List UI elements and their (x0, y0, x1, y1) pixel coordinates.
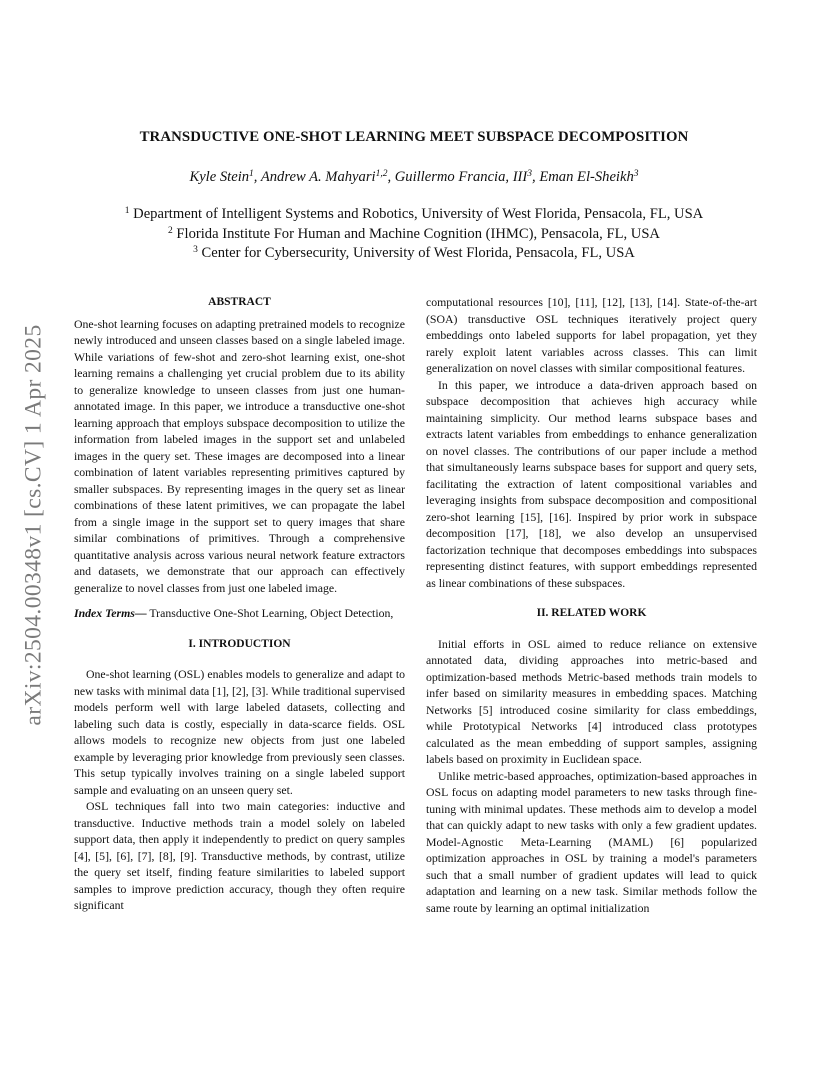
paragraph: In this paper, we introduce a data-driven approach based on subspace decomposition that achieves high accuracy while maintaining simplicity. Our method learns subspace bases and extracts latent variables from embeddings to enhance generalization on novel classes. The contributions of our paper include a method that simultaneously learns subspace bases for support and query sets, facilitating the extraction of latent compositional variables and leveraging insights from subspace decomposition and compositional zero-shot learning [15], [16]. Inspired by prior work in subspace decomposition [17], [18], we also develop an unsupervised factorization technique that decomposes embeddings into subspaces representing distinct features, with support embeddings represented as linear combinations of these subspaces. (426, 377, 757, 590)
paragraph: Unlike metric-based approaches, optimization-based approaches in OSL focus on adapting model parameters to new tasks through fine-tuning with minimal updates. These methods aim to develop a model that can quickly adapt to new tasks with only a few gradient updates. Model-Agnostic Meta-Learning (MAML) [6] popularized optimization approaches in OSL by training a model's parameters such that a small number of gradient updates will lead to quick adaptation and learning on a new task. Similar methods follow the same route by learning an optimal initialization (426, 768, 757, 915)
section-heading-related-work: II. RELATED WORK (536, 607, 647, 619)
author-list: Kyle Stein$^1$, Andrew A. Mahyari$^{1,2}$, Guillermo Francia, III$^3$, Eman El-Sheikh$^3$ (189, 169, 639, 185)
section-heading-introduction: I. INTRODUCTION (188, 637, 291, 650)
author: Eman El-Sheikh$^3$ (539, 169, 639, 185)
paragraph: One-shot learning (OSL) enables models to generalize and adapt to new tasks with minimal data [1], [2], [3]. While traditional supervised models perform well with large labeled datasets, collecting and labeling such data is costly, especially in data-scarce fields. OSL allows models to recognize new objects from just one labeled example by leveraging prior knowledge from previously seen classes. This setup typically involves training on a single labeled support sample and evaluating on an unseen query set. (74, 667, 405, 797)
author: Andrew A. Mahyari$^{1,2}$ (260, 169, 388, 185)
paragraph: OSL techniques fall into two main categories: inductive and transductive. Inductive methods train a model solely on labeled support data, then apply it independently to predict on query samples [4], [5], [6], [7], [8], [9]. Transductive methods, by contrast, utilize the query set itself, finding feature similarities to labeled support samples to improve prediction accuracy, though they often require significant (74, 799, 405, 912)
affiliation-list (0, 205, 828, 264)
author: Guillermo Francia, III$^3$ (394, 169, 533, 185)
arxiv-watermark (10, 290, 58, 760)
paper-title: TRANSDUCTIVE ONE-SHOT LEARNING MEET SUBSPACE DECOMPOSITION (139, 129, 689, 145)
affiliation: $^1$ Department of Intelligent Systems and Robotics, University of West Florida, Pensacola, FL, USA (124, 206, 704, 222)
abstract-heading: ABSTRACT (208, 296, 271, 308)
affiliation: $^3$ Center for Cybersecurity, University of West Florida, Pensacola, FL, USA (193, 245, 635, 261)
author: Kyle Stein$^1$ (189, 169, 254, 185)
paragraph-continued: computational resources [10], [11], [12], [13], [14]. State-of-the-art (SOA) transductive OSL techniques iteratively project query embeddings onto labeled supports for label propagation, yet they rarely exploit latent variables across classes. This can limit generalization on novel classes with similar compositional features. (426, 295, 757, 375)
index-terms: Index Terms— Transductive One-Shot Learning, Object Detection, (74, 606, 394, 620)
abstract-text: One-shot learning focuses on adapting pretrained models to recognize newly introduced and unseen classes based on a single labeled image. While variations of few-shot and zero-shot learning exist, one-shot learning remains a challenging yet crucial problem due to its ability to generalize knowledge to unseen classes from just one human-annotated image. In this paper, we introduce a transductive one-shot learning approach that employs subspace decomposition to utilize the information from labeled images in the support set and unlabeled images in the query set. These images are decomposed into a linear combination of latent variables representing primitives captured by smaller subspaces. By representing images in the query set as linear combinations of these latent primitives, we can propagate the label from a single image in the support set to query images that share similar combinations of primitives. Through a comprehensive quantitative analysis across various neural network feature extractors and datasets, we demonstrate that our approach can effectively generalize to novel classes from just one labeled image. (74, 316, 405, 595)
right-column (426, 294, 757, 916)
arxiv-watermark-text: arXiv:2504.00348v1 [cs.CV] 1 Apr 2025 (20, 324, 47, 726)
left-column (74, 294, 405, 914)
affiliation: $^2$ Florida Institute For Human and Machine Cognition (IHMC), Pensacola, FL, USA (168, 225, 660, 242)
paragraph: Initial efforts in OSL aimed to reduce reliance on extensive annotated data, dividing approaches into metric-based and optimization-based methods Metric-based methods train models to infer based on similarity measures in embedding spaces. Matching Networks [5] introduced cosine similarity for class embeddings, while Prototypical Networks [4] introduced class prototypes calculated as the mean embedding of support samples, assigning labels based on proximity in Euclidean space. (426, 636, 757, 766)
